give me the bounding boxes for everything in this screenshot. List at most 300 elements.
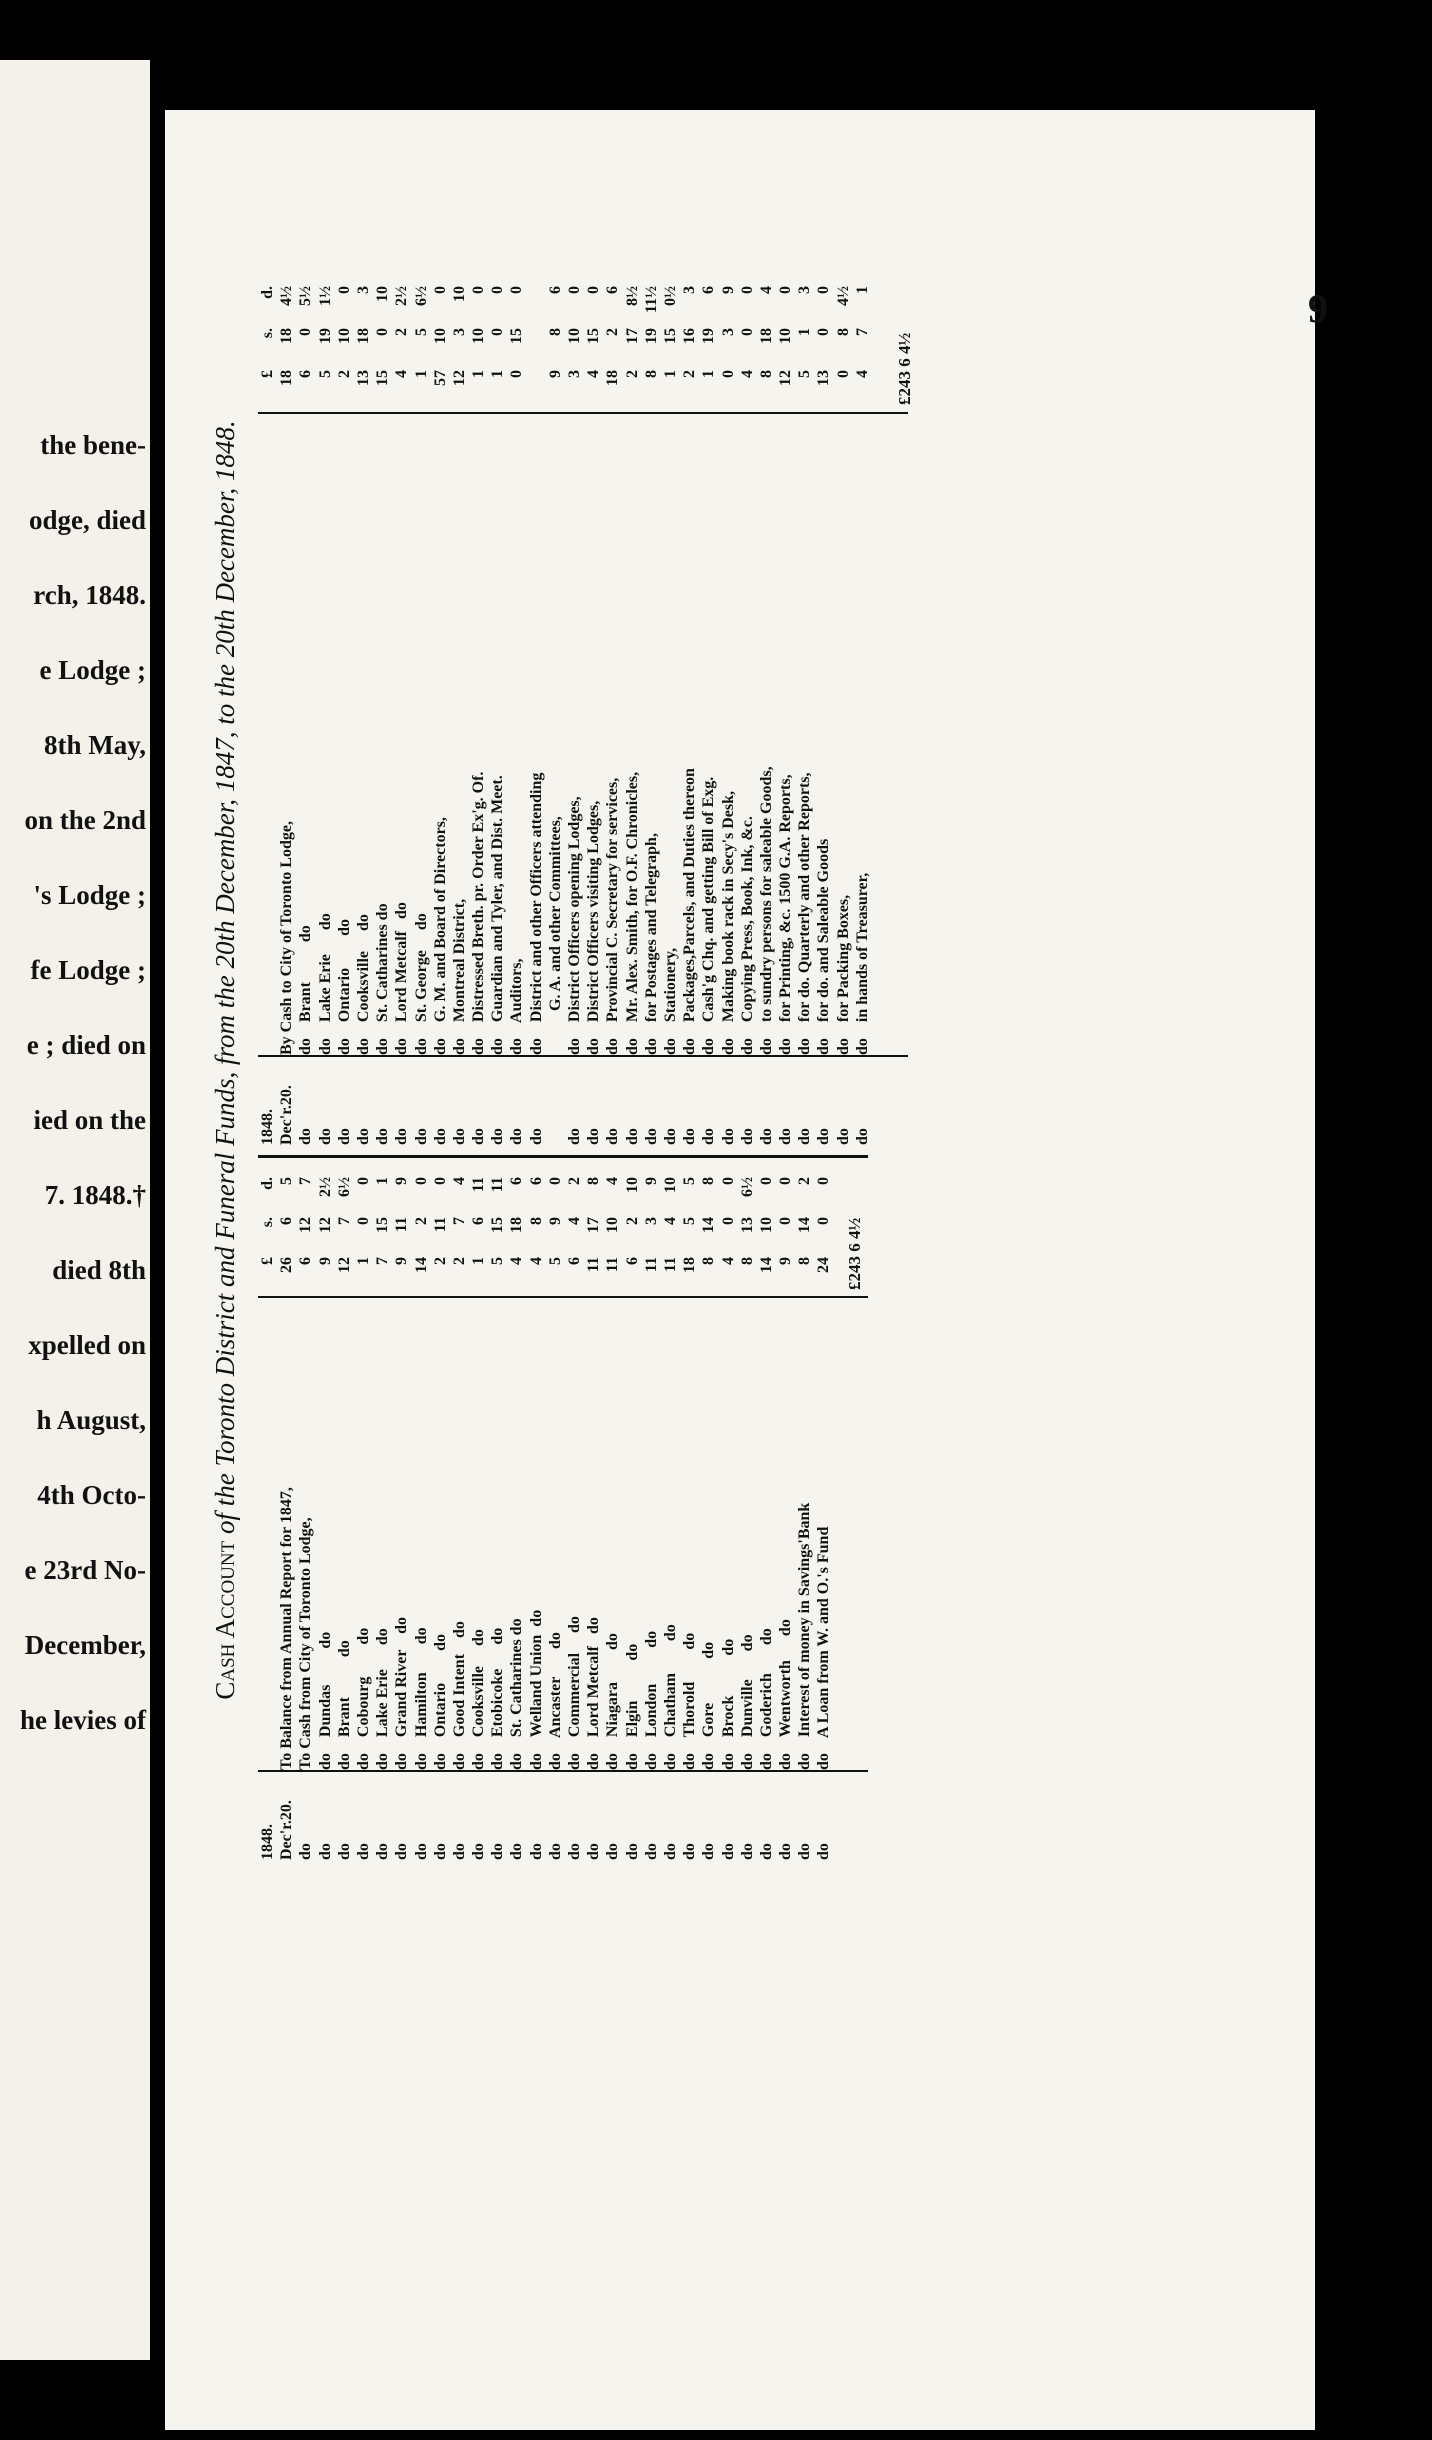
amount-pence: 0 [738,286,756,294]
amount-pounds: 11 [661,1257,679,1273]
left-page-text-line: 's Lodge ; [33,880,146,910]
table-cell-description: do A Loan from W. and O.'s Fund [815,1526,833,1770]
table-cell-description: do Lord Metcalf do [393,902,411,1055]
amount-shillings: 4 [661,1217,679,1225]
amount-pence: 0 [335,286,353,294]
amount-shillings: 5 [681,1217,699,1225]
amount-shillings: 7 [335,1217,353,1225]
amount-pounds: 1 [354,1257,372,1265]
table-cell-description: To Balance from Annual Report for 1847, [278,1487,296,1770]
table-cell-date: do [489,1128,507,1145]
table-cell-description: do Brock do [719,1638,737,1770]
table-cell-description: do London do [642,1630,660,1770]
table-row-amount [546,270,565,410]
table-cell-description: do Welland Union do [527,1609,545,1770]
amount-shillings: 0 [297,328,315,336]
table-cell-date: do [412,1843,430,1860]
amount-pounds: 9 [393,1257,411,1265]
amount-pounds: 7 [374,1257,392,1265]
table-row-amount [623,1165,642,1295]
amount-shillings: 3 [719,328,737,336]
table-cell-date: do [700,1843,718,1860]
table-cell-description: do Montreal District, [450,898,468,1055]
table-row-amount [296,270,315,410]
amount-pence: 10 [661,1177,679,1193]
amount-pounds: 15 [374,370,392,386]
table-row-amount [776,270,795,410]
amount-pence: 2½ [393,286,411,306]
amount-shillings: 15 [374,1217,392,1233]
rule [258,412,908,414]
table-cell-description: do for Packing Boxes, [834,894,852,1055]
amount-pounds: 4 [393,370,411,378]
table-cell-date: do [585,1843,603,1860]
table-cell-date: do [297,1128,315,1145]
table-row-amount [699,270,718,410]
table-cell-date: do [719,1128,737,1145]
amount-shillings: 3 [450,328,468,336]
table-cell-description: do Lake Erie do [374,1628,392,1770]
table-cell-description: do Ontario do [335,918,353,1055]
table-cell-date: do [431,1843,449,1860]
table-cell-date: do [354,1128,372,1145]
amount-pounds: 9 [316,1257,334,1265]
amount-pence: 6 [508,1177,526,1185]
table-cell-description: do Etobicoke do [489,1627,507,1770]
table-row-amount [431,270,450,410]
amount-shillings: 10 [604,1217,622,1233]
page-number: 9 [1308,286,1328,331]
amount-pounds: 2 [335,370,353,378]
rule [258,1296,868,1298]
left-page-text-line: he levies of [20,1705,146,1735]
amount-shillings: 8 [834,328,852,336]
amount-pence: 4 [450,1177,468,1185]
left-page-text-line: xpelled on [28,1330,146,1360]
amount-pence: 6½ [335,1177,353,1197]
table-cell-date: do [297,1843,315,1860]
amount-pence: 11½ [642,286,660,314]
table-cell-date: do [431,1128,449,1145]
left-page-text-line: the bene- [40,430,146,460]
left-page-text-line: e Lodge ; [39,655,146,685]
amount-pounds: 26 [278,1257,296,1273]
amount-pence: 6½ [738,1177,756,1197]
table-cell-description: To Cash from City of Toronto Lodge, [297,1517,315,1770]
amount-shillings: 10 [777,328,795,344]
table-cell-description: do Cobourg do [354,1627,372,1770]
amount-pounds: 5 [489,1257,507,1265]
table-cell-date: do [393,1128,411,1145]
amount-pence: 0 [566,286,583,294]
amount-pounds: 14 [757,1257,775,1273]
amount-shillings: 16 [681,328,699,344]
amount-shillings: 10 [757,1217,775,1233]
table-cell-description: do for do. and Saleable Goods [815,838,833,1055]
receipts-total: £243 6 4½ [845,1217,864,1290]
table-row-amount [584,1165,603,1295]
amount-pence: 4 [757,286,775,294]
table-cell-date: do [566,1843,583,1860]
table-title: Cash Account of the Toronto District and Funeral Funds, from the 20th December, 1847, to the 20th December, 1848. [210,420,240,1700]
table-cell-date: do [642,1843,660,1860]
amount-shillings: 1 [796,328,814,336]
left-page-text-line: 4th Octo- [37,1480,146,1510]
amount-pounds: 18 [278,370,296,386]
table-cell-description: do Auditors, [508,958,526,1055]
table-cell-description: do Thorold do [681,1632,699,1770]
amount-shillings: 15 [489,1217,507,1233]
table-cell-date: do [738,1843,756,1860]
table-cell-description: do Cash'g Chq. and getting Bill of Exg. [700,776,718,1055]
table-cell-date: do [546,1843,564,1860]
table-cell-description: do Interest of money in Savings'Bank [796,1502,814,1770]
table-row-amount [373,270,392,410]
table-cell-description: do Gore do [700,1641,718,1770]
amount-shillings: 0 [354,1217,372,1225]
table-row-amount [565,1165,584,1295]
table-cell-description: do Lake Erie do [316,913,334,1055]
table-cell-date: do [700,1128,718,1145]
table-row-amount [335,1165,354,1295]
amount-pence: 0 [489,286,507,294]
amount-pounds: 8 [738,1257,756,1265]
table-cell-description: do for Printing, &c. 1500 G.A. Reports, [777,774,795,1055]
table-cell-date: do [527,1843,545,1860]
table-row-amount [316,1165,335,1295]
amount-shillings: 5 [412,328,430,336]
table-row-amount [834,270,853,410]
amount-shillings: 19 [642,328,660,344]
table-row-amount [354,1165,373,1295]
table-row-amount [431,1165,450,1295]
table-cell-date: Dec'r.20. [278,1085,296,1145]
table-cell-date: do [374,1128,392,1145]
amount-pounds: 8 [642,370,660,378]
amount-shillings: 8 [527,1217,545,1225]
table-row-amount [277,270,296,410]
table-row-amount [623,270,642,410]
amount-pounds: 1 [700,370,718,378]
table-row-amount [680,270,699,410]
table-cell-description: do Ancaster do [546,1632,564,1770]
table-row-amount [814,1165,833,1295]
table-cell-description: do Brant do [335,1640,353,1770]
amount-shillings: 18 [508,1217,526,1233]
table-cell-description: do Grand River do [393,1616,411,1770]
amount-pence: 0 [431,286,449,294]
amount-pence: 2½ [316,1177,334,1197]
table-cell-description: By Cash to City of Toronto Lodge, [278,821,296,1055]
table-cell-date: do [623,1128,641,1145]
amount-pence: 11 [489,1177,507,1193]
table-row-amount [738,1165,757,1295]
amount-pence: 0 [431,1177,449,1185]
table-row-amount [546,1165,565,1295]
amount-pounds: 4 [853,370,871,378]
table-row-amount [392,270,411,410]
table-cell-description: do District Officers visiting Lodges, [585,800,603,1055]
table-cell-description: do Mr. Alex. Smith, for O.F. Chronicles, [623,771,641,1055]
table-cell-description: do Stationery, [661,947,679,1055]
table-row-amount [699,1165,718,1295]
table-row-amount [757,270,776,410]
amount-pence: 8½ [623,286,641,306]
amount-pounds: 13 [354,370,372,386]
table-cell-date: do [316,1128,334,1145]
amount-pounds: 9 [777,1257,795,1265]
table-cell-description: do Distressed Breth. pr. Order Ex'g. Of. [470,771,488,1055]
table-cell-date: do [585,1128,603,1145]
amount-shillings: 14 [700,1217,718,1233]
rule [258,1770,868,1772]
amount-pence: 0 [585,286,603,294]
table-row-amount [354,270,373,410]
amount-pounds: 4 [585,370,603,378]
amount-pounds: 13 [815,370,833,386]
table-cell-description: do Packages,Parcels, and Duties thereon [681,768,699,1055]
amount-pence: 9 [642,1177,660,1185]
amount-shillings: 10 [431,328,449,344]
table-row-amount [488,1165,507,1295]
table-row-amount [738,270,757,410]
table-cell-date: do [566,1128,583,1145]
amount-pence: 0 [546,1177,564,1185]
table-row-amount [661,1165,680,1295]
table-cell-description: do for Postages and Telegraph, [642,833,660,1055]
amount-pence: 0 [815,286,833,294]
table-row-amount [661,270,680,410]
left-page-fragment [0,60,150,2360]
table-cell-date: do [757,1128,775,1145]
receipts-date-column: 1848. Dec'r.20. do do do do do do do do do do do do do do do do do do do do do do do do do do do do [258,1772,834,1860]
amount-shillings: 3 [642,1217,660,1225]
amount-pounds: 0 [508,370,526,378]
table-row-amount [527,270,546,410]
amount-pounds: 2 [623,370,641,378]
amount-shillings: 0 [738,328,756,336]
table-cell-description: do Dundas do [316,1631,334,1770]
table-cell-description: do Hamilton do [412,1627,430,1770]
amount-shillings: 0 [374,328,392,336]
amount-shillings: 2 [412,1217,430,1225]
table-row-amount [719,270,738,410]
table-cell-date: do [374,1843,392,1860]
table-row-amount [507,1165,526,1295]
table-cell-description: do Good Intent do [450,1621,468,1770]
left-page-text-line: on the 2nd [24,805,146,835]
amount-pounds: 2 [431,1257,449,1265]
table-cell-description: do St. George do [412,913,430,1055]
amount-pence: 1 [853,286,871,294]
amount-pounds: 1 [470,1257,488,1265]
amount-pounds: 6 [297,370,315,378]
amount-pence: 1 [374,1177,392,1185]
amount-shillings: 11 [431,1217,449,1233]
amount-pence: 0 [719,1177,737,1185]
amount-shillings: 12 [297,1217,315,1233]
amount-shillings: 19 [700,328,718,344]
table-cell-description: do St. Catharines do [508,1618,526,1770]
amount-pounds: 1 [661,370,679,378]
table-cell-date: do [470,1128,488,1145]
table-cell-date: do [335,1843,353,1860]
amount-pence: 10 [450,286,468,302]
left-page-text-line: h August, [36,1405,146,1435]
table-row-amount [642,1165,661,1295]
table-row-amount [469,270,488,410]
amount-shillings: 13 [738,1217,756,1233]
amount-pounds: 12 [450,370,468,386]
amount-shillings: 15 [508,328,526,344]
table-cell-description: do District Officers opening Lodges, [566,796,583,1055]
table-cell-description: do G. M. and Board of Directors, [431,817,449,1055]
amount-pence: 0 [354,1177,372,1185]
amount-pounds: 12 [335,1257,353,1273]
amount-pounds: 4 [738,370,756,378]
left-page-text-line: fe Lodge ; [30,955,146,985]
amount-pence: 7 [297,1177,315,1185]
amount-shillings: 15 [661,328,679,344]
amount-pence: 0 [508,286,526,294]
table-cell-description: do Ontario do [431,1633,449,1770]
table-cell-date: Dec'r.20. [278,1800,296,1860]
amount-shillings: 6 [278,1217,296,1225]
amount-pence: 1½ [316,286,334,306]
amount-shillings: 2 [604,328,622,336]
amount-shillings: 0 [815,328,833,336]
table-row-amount [757,1165,776,1295]
amount-shillings: 6 [470,1217,488,1225]
table-cell-date: do [412,1128,430,1145]
table-cell-description: do Brant do [297,925,315,1055]
table-cell-date: do [834,1128,852,1145]
amount-pounds: 11 [604,1257,622,1273]
amount-pence: 8 [585,1177,603,1185]
amount-pence: 0½ [661,286,679,306]
table-row-amount [412,1165,431,1295]
amount-pence: 3 [796,286,814,294]
table-cell-date: do [527,1128,545,1145]
table-cell-date: do [661,1843,679,1860]
amount-shillings: 17 [623,328,641,344]
amount-pounds: 8 [700,1257,718,1265]
table-row-amount [507,270,526,410]
amount-shillings: 7 [450,1217,468,1225]
table-cell-date: do [623,1843,641,1860]
table-row-amount [373,1165,392,1295]
table-row-amount [316,270,335,410]
amount-pounds: 57 [431,370,449,386]
amount-pence: 4½ [834,286,852,306]
amount-pounds: 24 [815,1257,833,1273]
amount-pounds: 3 [566,370,583,378]
amount-pounds: 4 [527,1257,545,1265]
amount-pence: 0 [777,1177,795,1185]
table-cell-date: do [796,1843,814,1860]
table-cell-description: do to sundry persons for saleable Goods, [757,766,775,1055]
rule [258,1055,908,1057]
left-page-text-line: e 23rd No- [24,1555,146,1585]
amount-shillings: 0 [719,1217,737,1225]
amount-pounds: 6 [297,1257,315,1265]
table-cell-date: do [354,1843,372,1860]
amount-pence: 4½ [278,286,296,306]
table-cell-description: do Making book rack in Secy's Desk, [719,790,737,1055]
amount-pounds: 5 [546,1257,564,1265]
amount-pounds: 0 [719,370,737,378]
table-row-amount [392,1165,411,1295]
amount-pence: 6 [546,286,564,294]
amount-pence: 5½ [297,286,315,306]
table-row-amount [450,270,469,410]
table-cell-date: do [450,1843,468,1860]
amount-pounds: 6 [566,1257,583,1265]
table-row-amount [335,270,354,410]
table-cell-description: do for do. Quarterly and other Reports, [796,772,814,1055]
amount-pounds: 8 [796,1257,814,1265]
table-row-amount [795,270,814,410]
amount-shillings: 0 [815,1217,833,1225]
amount-pounds: 9 [546,370,564,378]
table-row-amount [776,1165,795,1295]
payments-total: £243 6 4½ [895,332,914,405]
table-cell-date: do [508,1128,526,1145]
amount-pence: 11 [470,1177,488,1193]
amount-pounds: 18 [681,1257,699,1273]
amount-pence: 0 [757,1177,775,1185]
table-row-amount [680,1165,699,1295]
table-cell-date: do [796,1128,814,1145]
rule [258,1155,868,1158]
payments-description-column [258,415,872,1055]
amount-shillings: 10 [335,328,353,344]
amount-pence: 8 [700,1177,718,1185]
table-cell-date: do [642,1128,660,1145]
amount-shillings: 7 [853,328,871,336]
table-cell-description: do Copying Press, Book, Ink, &c. [738,816,756,1055]
amount-pounds: 5 [796,370,814,378]
amount-shillings: 2 [393,328,411,336]
amount-pounds: 1 [412,370,430,378]
table-cell-date: do [815,1128,833,1145]
amount-pounds: 2 [450,1257,468,1265]
table-cell-description: do Goderich do [757,1628,775,1770]
amount-shillings: 0 [489,328,507,336]
amount-shillings: 10 [566,328,583,344]
amount-pence: 9 [719,286,737,294]
left-page-text-line: rch, 1848. [33,580,146,610]
table-cell-date: do [604,1128,622,1145]
table-row-amount [488,270,507,410]
spine-shadow [150,0,165,2440]
table-cell-date: do [738,1128,756,1145]
amount-pence: 0 [815,1177,833,1185]
amount-pounds: 6 [623,1257,641,1265]
table-cell-date: do [393,1843,411,1860]
table-cell-date: do [719,1843,737,1860]
table-cell-date: do [757,1843,775,1860]
table-cell-description: do Chatham do [661,1624,679,1770]
amount-shillings: 9 [546,1217,564,1225]
table-row-amount [469,1165,488,1295]
cash-account-table [210,240,1230,1880]
left-page-text-line: e ; died on [26,1030,146,1060]
amount-pence: 3 [354,286,372,294]
amount-pounds: 8 [757,370,775,378]
amount-pounds: 4 [508,1257,526,1265]
amount-pence: 9 [393,1177,411,1185]
